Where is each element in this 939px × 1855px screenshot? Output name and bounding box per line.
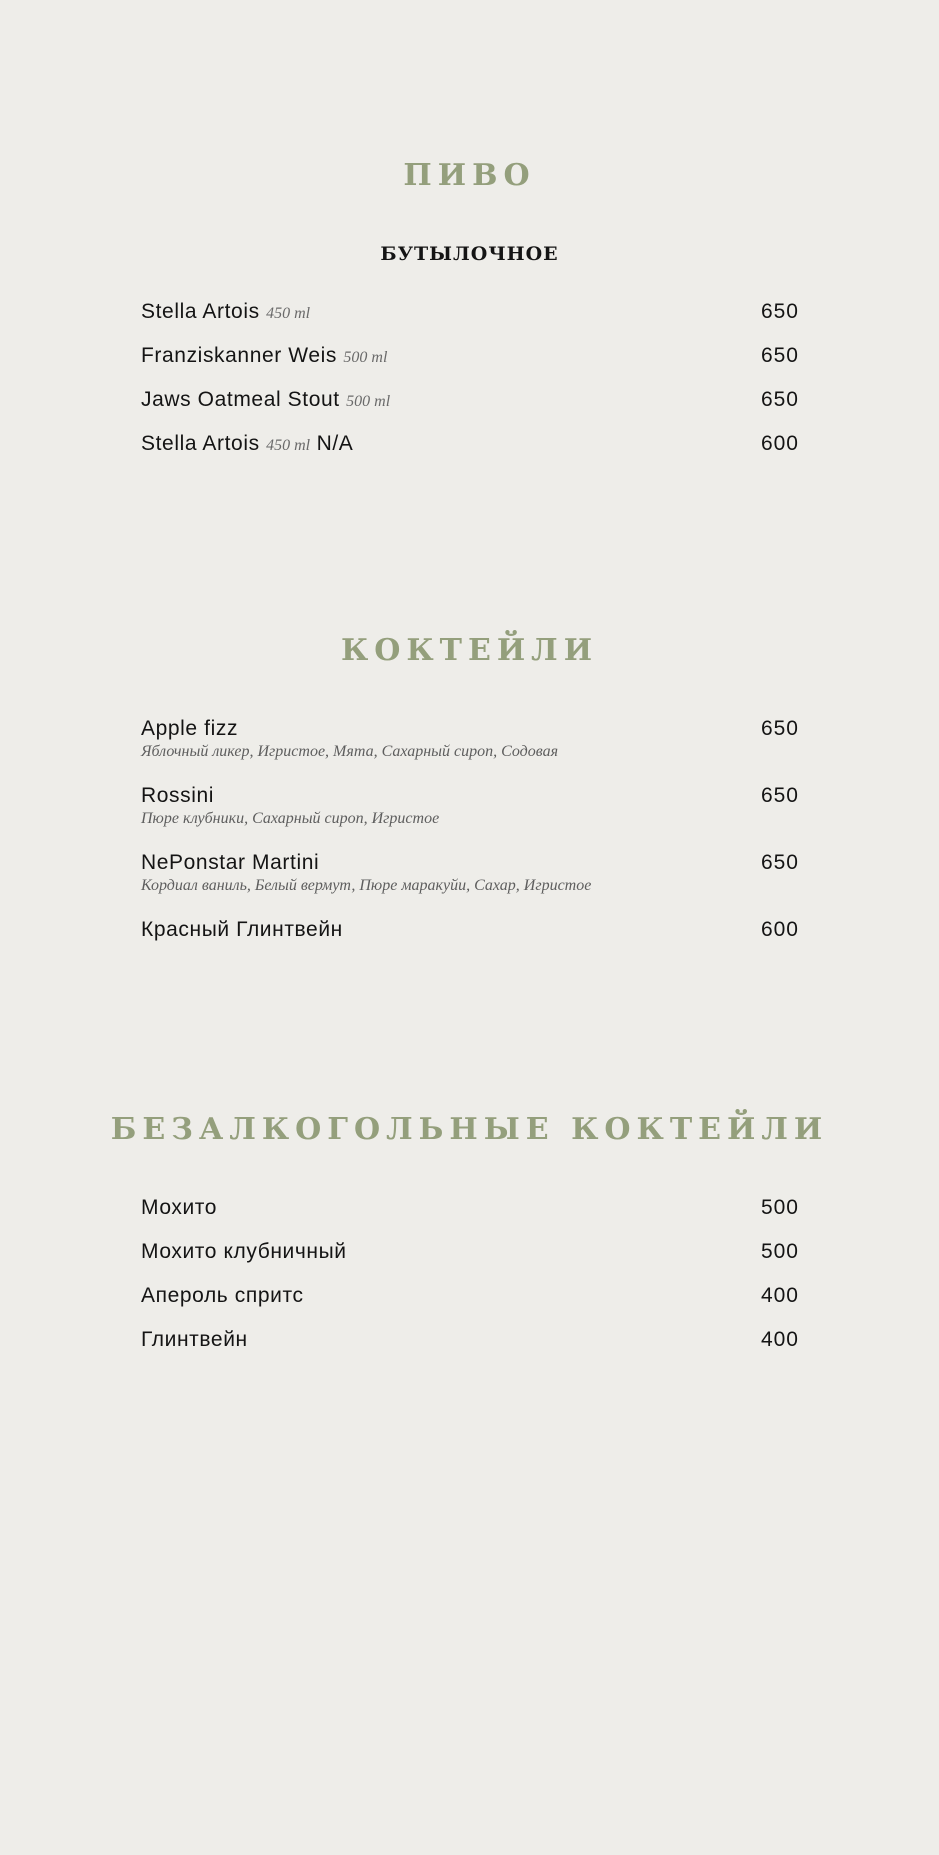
item-price: 400 bbox=[760, 1328, 799, 1351]
item-name: Apple fizz bbox=[141, 717, 239, 740]
item-suffix: N/A bbox=[316, 432, 354, 455]
item-volume: 450 ml bbox=[266, 437, 311, 454]
menu-item bbox=[141, 431, 799, 475]
item-description: Яблочный ликер, Игристое, Мята, Сахарный сироп, Содовая bbox=[141, 743, 559, 760]
cocktails-list bbox=[141, 716, 799, 961]
beer-list bbox=[141, 299, 799, 475]
cocktails-section-title: КОКТЕЙЛИ bbox=[340, 633, 599, 668]
menu-item bbox=[141, 850, 799, 917]
menu-item bbox=[141, 1283, 799, 1327]
item-price: 650 bbox=[760, 344, 799, 367]
beer-subtitle: БУТЫЛОЧНОЕ bbox=[380, 243, 559, 265]
item-name: Jaws Oatmeal Stout bbox=[141, 388, 340, 411]
item-name: Rossini bbox=[141, 784, 215, 807]
item-volume: 500 ml bbox=[346, 393, 391, 410]
item-price: 650 bbox=[760, 388, 799, 411]
item-price: 650 bbox=[760, 784, 799, 807]
item-description: Пюре клубники, Сахарный сироп, Игристое bbox=[141, 810, 440, 827]
non-alcoholic-list bbox=[141, 1195, 799, 1371]
non-alcoholic-section-title: БЕЗАЛКОГОЛЬНЫЕ КОКТЕЙЛИ bbox=[110, 1112, 829, 1147]
item-volume: 500 ml bbox=[343, 349, 388, 366]
item-name: Красный Глинтвейн bbox=[141, 918, 343, 941]
menu-item bbox=[141, 299, 799, 343]
item-name: Мохито клубничный bbox=[141, 1240, 347, 1263]
item-name: Stella Artois bbox=[141, 432, 260, 455]
menu-item bbox=[141, 1327, 799, 1371]
item-name: NePonstar Martini bbox=[141, 851, 320, 874]
item-name: Stella Artois bbox=[141, 300, 260, 323]
item-price: 600 bbox=[760, 432, 799, 455]
item-price: 650 bbox=[760, 851, 799, 874]
item-description: Кордиал ваниль, Белый вермут, Пюре маракуйи, Сахар, Игристое bbox=[141, 877, 592, 894]
menu-item bbox=[141, 783, 799, 850]
item-name: Глинтвейн bbox=[141, 1328, 248, 1351]
menu-item bbox=[141, 1195, 799, 1239]
item-name: Мохито bbox=[141, 1196, 218, 1219]
item-price: 500 bbox=[760, 1196, 799, 1219]
menu-item bbox=[141, 917, 799, 961]
item-volume: 450 ml bbox=[266, 305, 311, 322]
item-price: 650 bbox=[760, 717, 799, 740]
menu-item bbox=[141, 343, 799, 387]
item-price: 400 bbox=[760, 1284, 799, 1307]
menu-item bbox=[141, 1239, 799, 1283]
item-price: 500 bbox=[760, 1240, 799, 1263]
item-price: 600 bbox=[760, 918, 799, 941]
beer-section-title: ПИВО bbox=[403, 158, 536, 193]
item-name: Franziskanner Weis bbox=[141, 344, 337, 367]
menu-item bbox=[141, 716, 799, 783]
menu-item bbox=[141, 387, 799, 431]
item-price: 650 bbox=[760, 300, 799, 323]
item-name: Апероль спритс bbox=[141, 1284, 304, 1307]
